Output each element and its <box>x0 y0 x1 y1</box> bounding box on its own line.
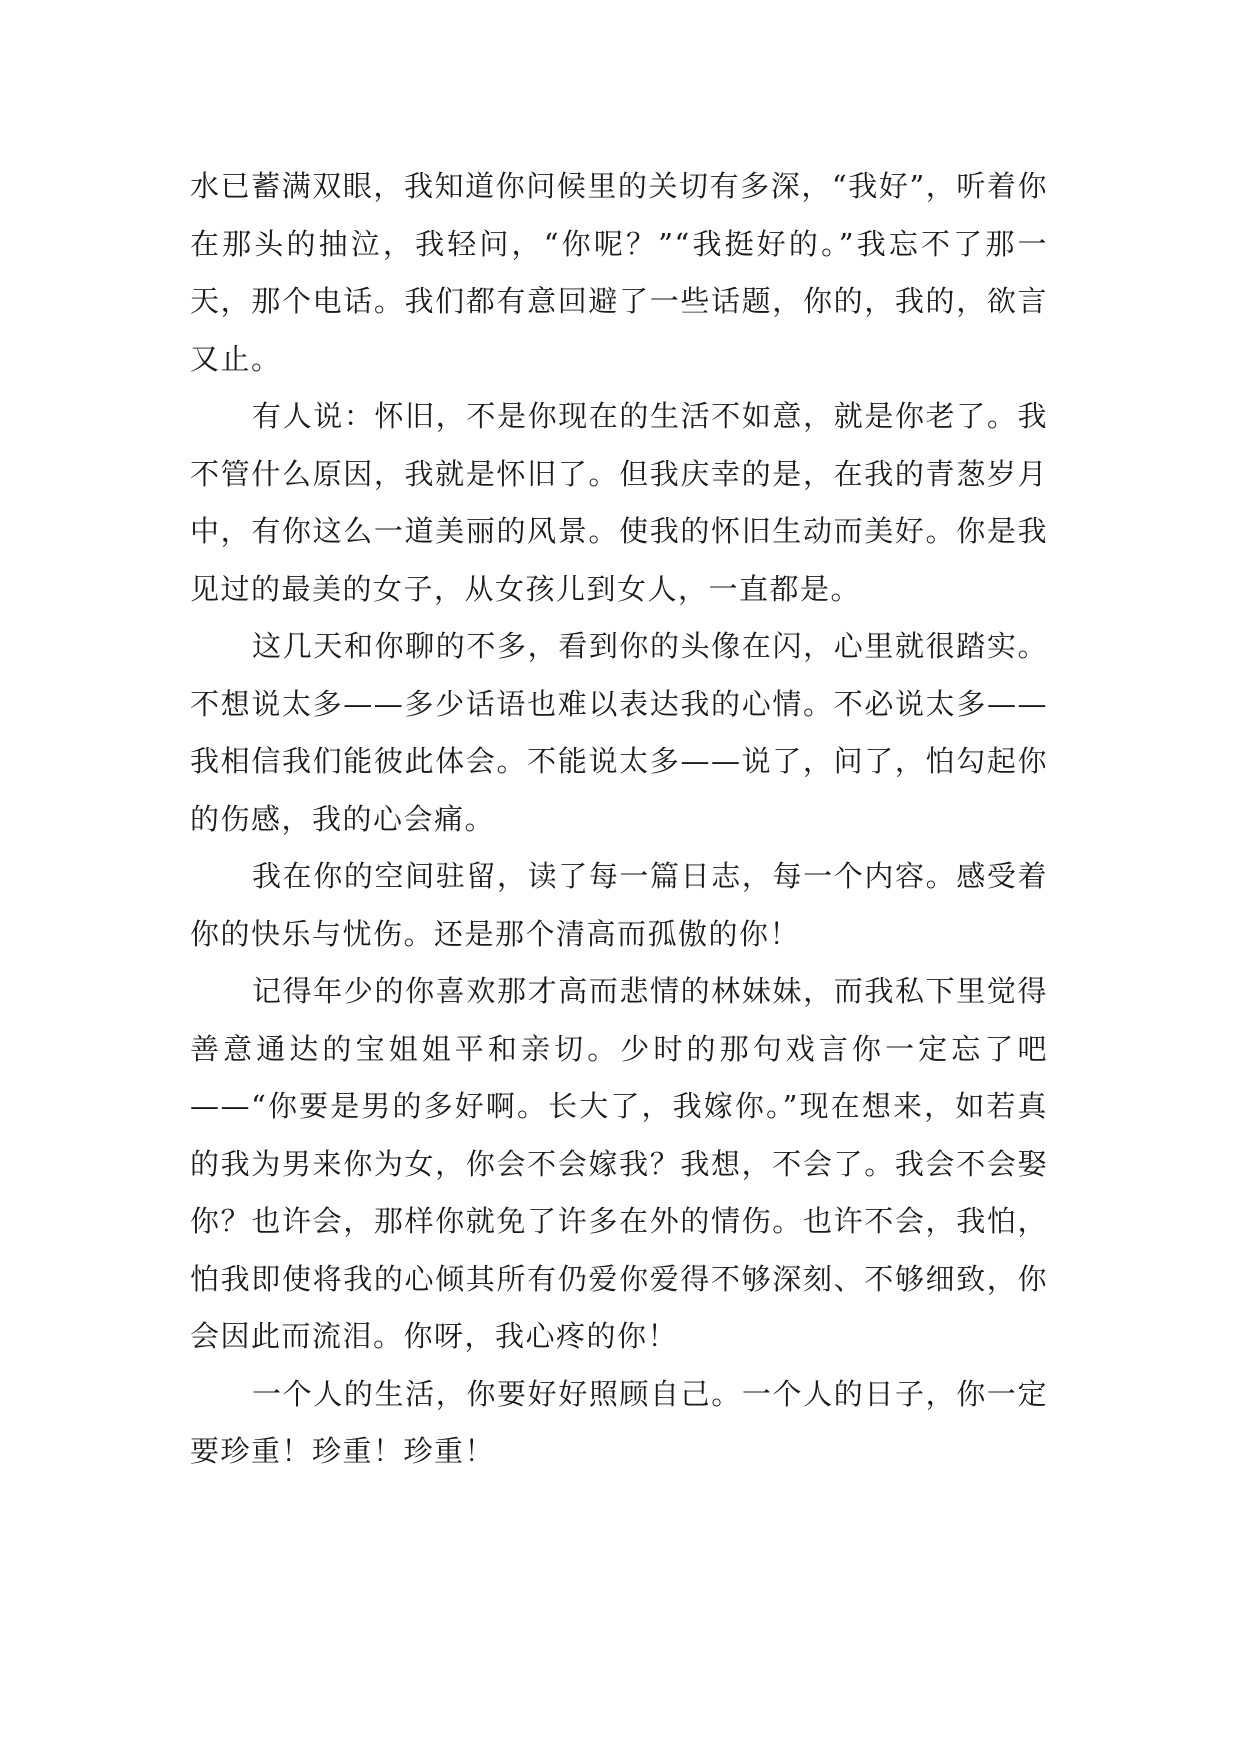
paragraph-nostalgia: 有人说：怀旧，不是你现在的生活不如意，就是你老了。我不管什么原因，我就是怀旧了。但我庆幸的是，在我的青葱岁月中，有你这么一道美丽的风景。使我的怀旧生动而美好。你是我见过的最美的女子，从女孩儿到女人，一直都是。 <box>190 399 1048 606</box>
paragraph-space-visit: 我在你的空间驻留，读了每一篇日志，每一个内容。感受着你的快乐与忧伤。还是那个清高而孤傲的你！ <box>190 859 1048 951</box>
document-body <box>190 158 1048 1481</box>
paragraph-youth-memory: 记得年少的你喜欢那才高而悲情的林妹妹，而我私下里觉得善意通达的宝姐姐平和亲切。少时的那句戏言你一定忘了吧——“你要是男的多好啊。长大了，我嫁你。”现在想来，如若真的我为男来你为女，你会不会嫁我？我想，不会了。我会不会娶你？也许会，那样你就免了许多在外的情伤。也许不会，我怕，怕我即使将我的心倾其所有仍爱你爱得不够深刻、不够细致，你会因此而流泪。你呀，我心疼的你！ <box>190 974 1048 1353</box>
paragraph-farewell: 一个人的生活，你要好好照顾自己。一个人的日子，你一定要珍重！珍重！珍重！ <box>190 1376 1048 1468</box>
paragraph-few-chats: 这几天和你聊的不多，看到你的头像在闪，心里就很踏实。不想说太多——多少话语也难以表达我的心情。不必说太多——我相信我们能彼此体会。不能说太多——说了，问了，怕勾起你的伤感，我的心会痛。 <box>190 629 1048 836</box>
paragraph-continued: 水已蓄满双眼，我知道你问候里的关切有多深，“我好”，听着你在那头的抽泣，我轻问，“你呢？”“我挺好的。”我忘不了那一天，那个电话。我们都有意回避了一些话题，你的，我的，欲言又止。 <box>190 169 1048 376</box>
